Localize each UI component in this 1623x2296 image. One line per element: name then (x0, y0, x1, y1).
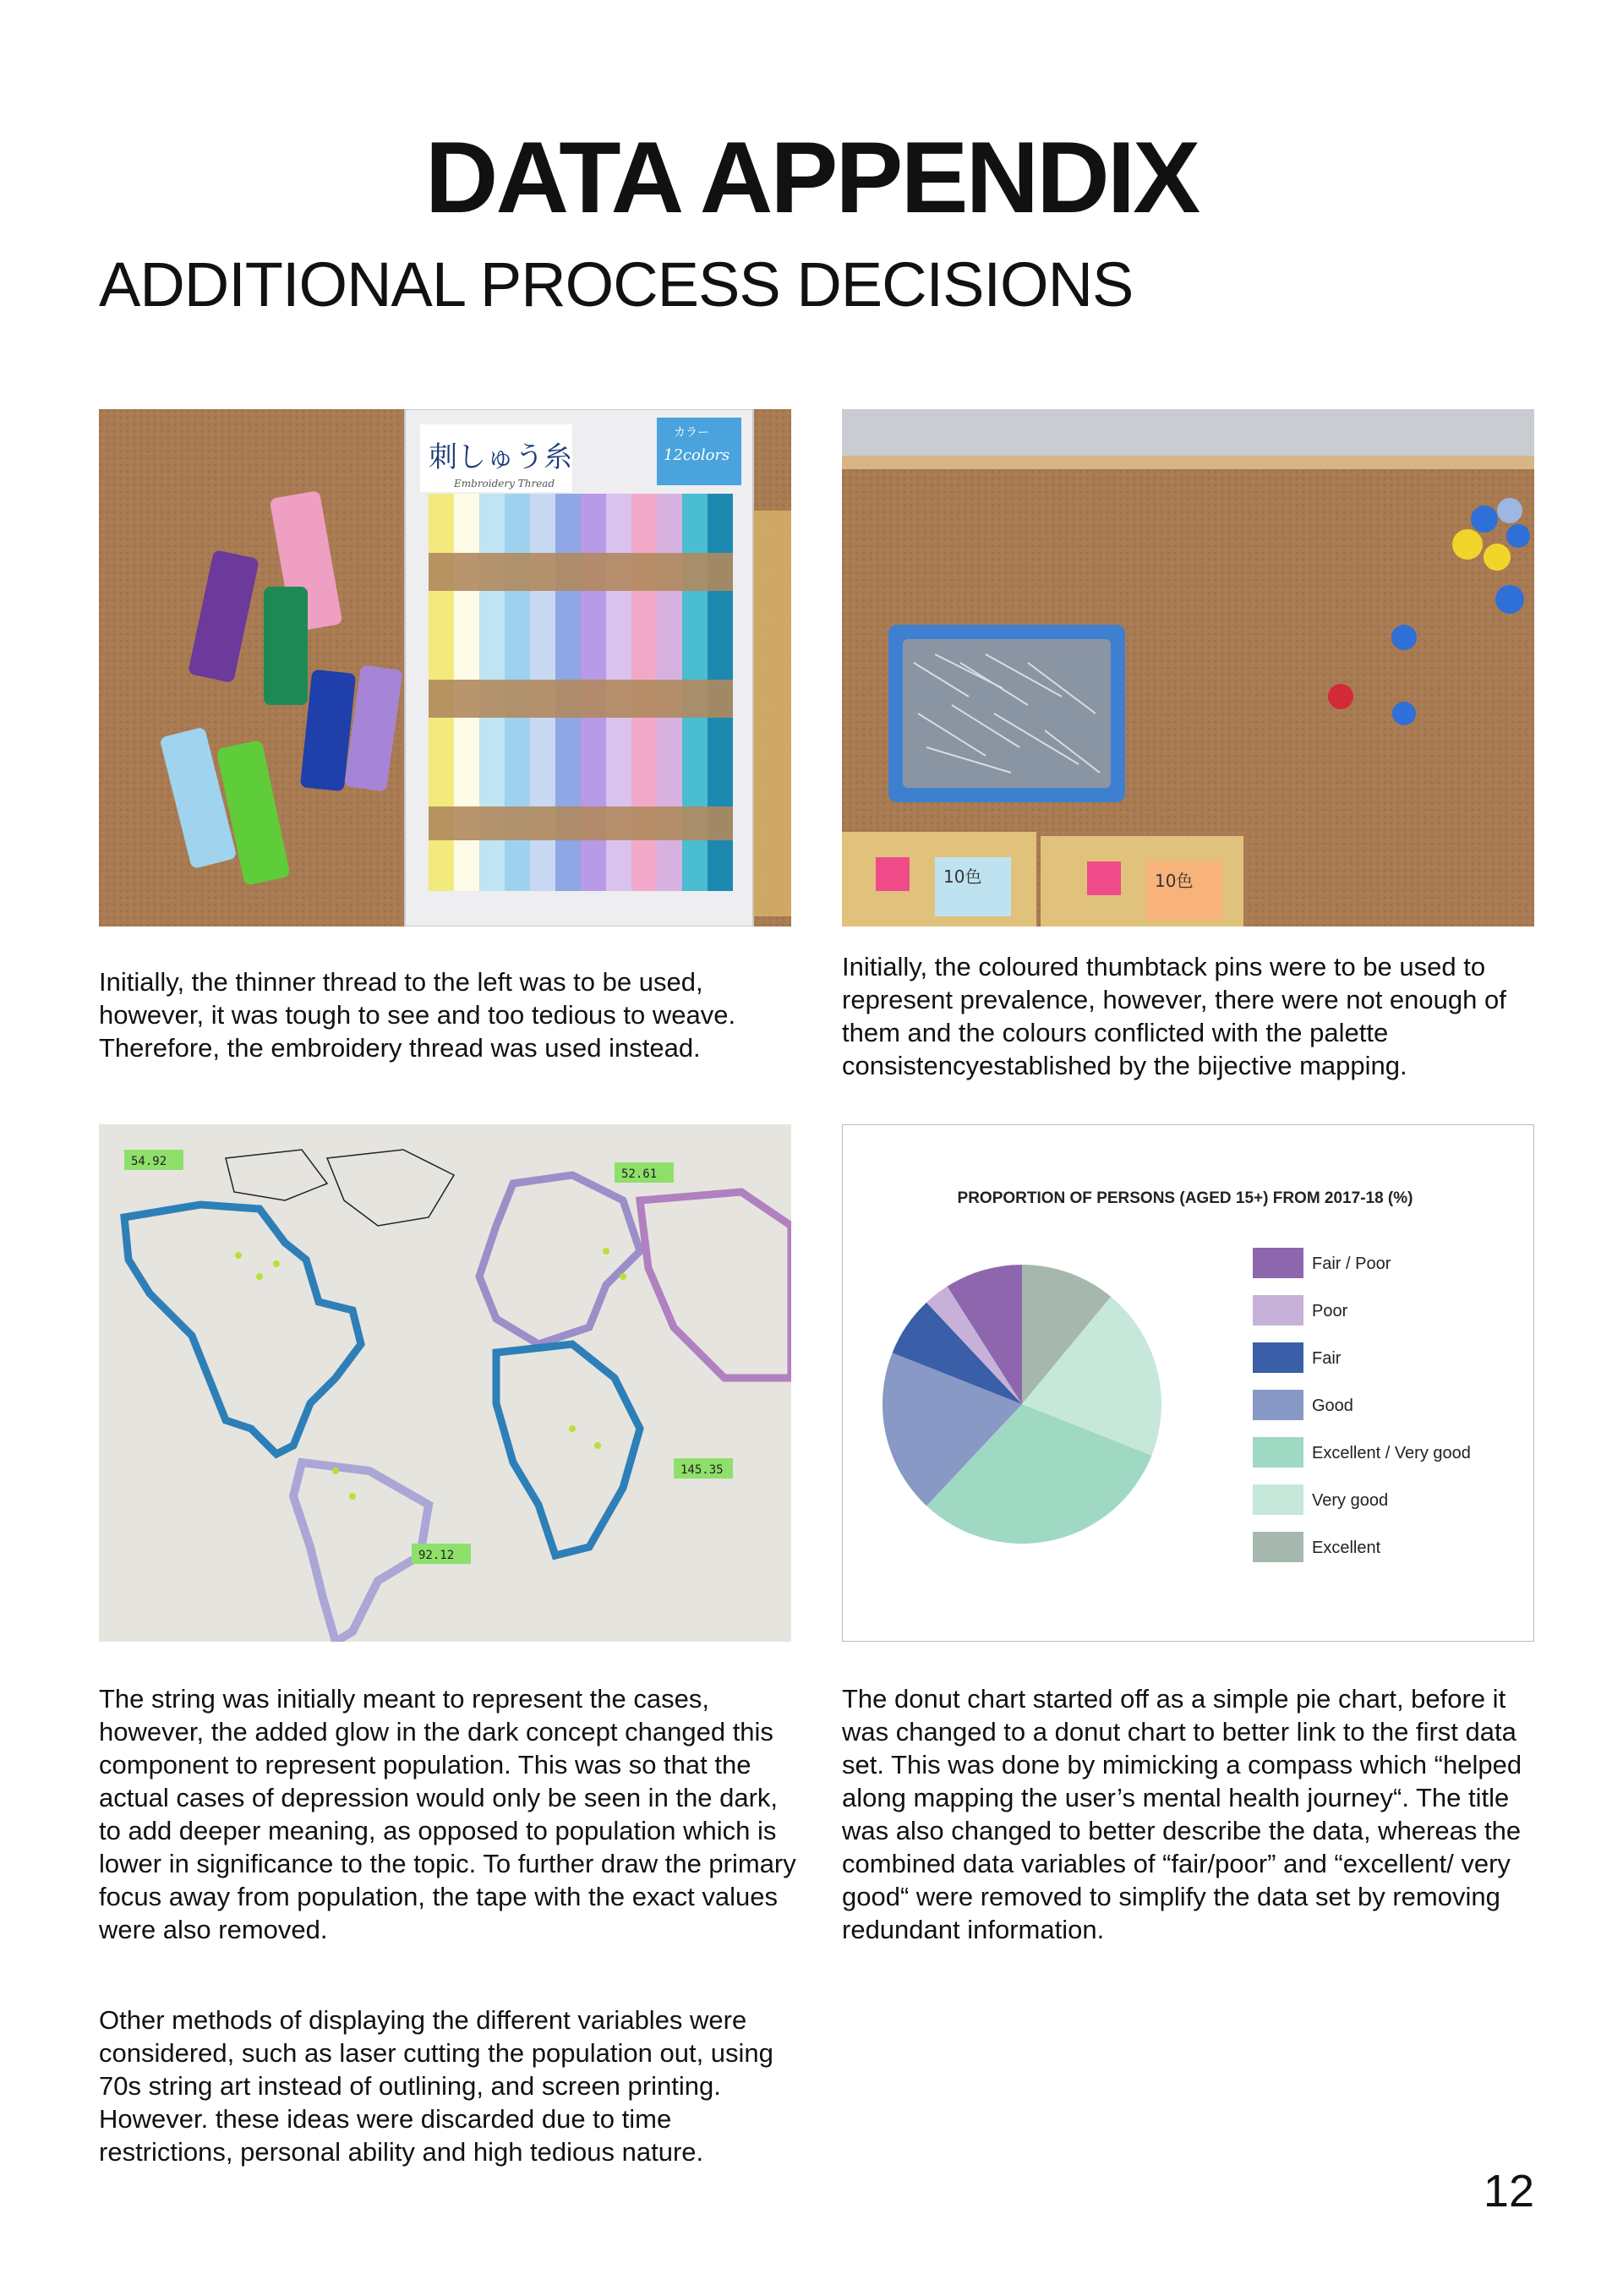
page-number: 12 (1483, 2166, 1534, 2217)
pins-illustration (842, 409, 1534, 927)
caption-threads: Initially, the thinner thread to the left was to be used, however, it was tough to see and too tedious to weave. Therefore, the embroidery thread was used instead. (99, 967, 736, 1063)
legend-label: Excellent / Very good (1312, 1444, 1471, 1462)
legend-label: Excellent (1312, 1539, 1381, 1557)
caption-other-methods: Other methods of displaying the different variables were considered, such as laser cutting the population out, using 70s string art instead of outlining, and screen printing. However. these ideas were discarded due to time restrictions, personal ability and high tedious nature. (99, 2005, 773, 2167)
legend-label: Good (1312, 1397, 1353, 1415)
legend-label: Very good (1312, 1491, 1389, 1510)
spool-green (264, 587, 308, 705)
legend-swatch (1253, 1437, 1303, 1468)
package-subtitle: Embroidery Thread (454, 478, 555, 489)
page-title: DATA APPENDIX (424, 121, 1199, 234)
tape-label-1: 54.92 (131, 1155, 167, 1168)
chart-title: PROPORTION OF PERSONS (AGED 15+) FROM 2017-18 (%) (957, 1189, 1413, 1207)
pins-photo (842, 409, 1534, 927)
legend-swatch (1253, 1484, 1303, 1515)
legend-label: Fair / Poor (1312, 1255, 1391, 1273)
package-color-label: カラー (674, 426, 709, 440)
legend-swatch (1253, 1248, 1303, 1278)
pie-chart (843, 1125, 1533, 1641)
legend-swatch (1253, 1342, 1303, 1373)
string-map-photo (99, 1124, 791, 1642)
package-title: 刺しゅう糸 (429, 440, 572, 474)
legend-swatch (1253, 1295, 1303, 1326)
legend-label: Poor (1312, 1302, 1348, 1320)
pin-box-label-left: 10色 (943, 866, 982, 887)
caption-donut: The donut chart started off as a simple pie chart, before it was changed to a donut chart to better link to the first data set. This was done by mimicking a compass which “helped along mapping the user’s mental health journey“. The title was also changed to better describe the data, whereas the combined data variables of “fair/poor” and “excellent/ very good“ were removed to simplify the data set by removing redundant information. (842, 1684, 1522, 1944)
legend-swatch (1253, 1390, 1303, 1420)
tape-label-2: 52.61 (621, 1167, 658, 1181)
pin-box-label-right: 10色 (1155, 871, 1194, 891)
tape-label-3: 145.35 (680, 1463, 724, 1477)
page-subtitle: ADDITIONAL PROCESS DECISIONS (99, 249, 1134, 320)
threads-photo (99, 409, 791, 927)
caption-pins: Initially, the coloured thumbtack pins were to be used to represent prevalence, however, there were not enough of them and the colours conflicted with the palette consistencyestablished by the bijective mapping. (842, 952, 1506, 1080)
threads-illustration (99, 409, 791, 927)
package-count-label: 12colors (664, 446, 730, 464)
embroidery-skeins (429, 494, 733, 891)
legend-swatch (1253, 1532, 1303, 1562)
string-map-illustration (99, 1124, 791, 1642)
caption-string: The string was initially meant to represent the cases, however, the added glow in the dark concept changed this component to represent population. This was so that the actual cases of depression would only be seen in the dark, to add deeper meaning, as opposed to population which is lower in significance to the topic. To further draw the primary focus away from population, the tape with the exact values were also removed. (99, 1684, 796, 1944)
pie-chart-figure (842, 1124, 1534, 1642)
tape-label-4: 92.12 (418, 1549, 455, 1562)
legend-label: Fair (1312, 1349, 1342, 1368)
